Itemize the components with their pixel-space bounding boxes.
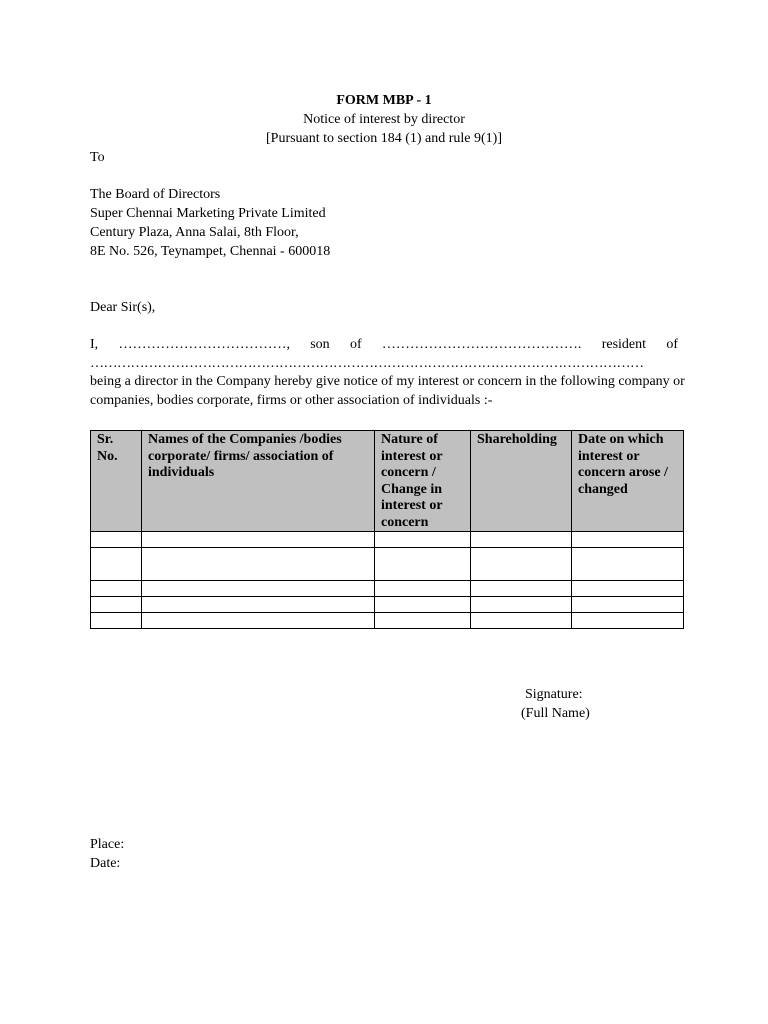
table-cell <box>375 548 471 581</box>
place-label: Place: <box>90 837 125 852</box>
addressee-to: To <box>90 150 105 165</box>
table-cell <box>91 581 142 597</box>
declaration-word: resident <box>601 337 647 352</box>
address-line-4: 8E No. 526, Teynampet, Chennai - 600018 <box>90 244 331 259</box>
address-line-2: Super Chennai Marketing Private Limited <box>90 206 326 221</box>
table-row <box>91 581 684 597</box>
col-shareholding: Shareholding <box>471 431 572 532</box>
table-cell <box>91 613 142 629</box>
table-row <box>91 548 684 581</box>
table-cell <box>471 532 572 548</box>
table-row <box>91 532 684 548</box>
address-line-1: The Board of Directors <box>90 187 221 202</box>
date-label: Date: <box>90 856 121 871</box>
declaration-text: being a director in the Company hereby give notice of my interest or concern in the following company or companies, bodies corporate, firms or other association of individuals :- <box>90 374 685 408</box>
declaration-word: of <box>349 337 362 352</box>
table-cell <box>142 548 375 581</box>
signature-label: Signature: <box>525 687 583 702</box>
col-date-arose: Date on which interest or concern arose / changed <box>572 431 684 532</box>
interest-table <box>90 430 684 629</box>
table-cell <box>471 597 572 613</box>
table-cell <box>471 548 572 581</box>
table-cell <box>91 597 142 613</box>
table-cell <box>375 532 471 548</box>
salutation: Dear Sir(s), <box>90 300 156 315</box>
col-company-names: Names of the Companies /bodies corporate/ firms/ association of individuals <box>142 431 375 532</box>
table-cell <box>471 581 572 597</box>
table-row <box>91 597 684 613</box>
col-sr-no: Sr. No. <box>91 431 142 532</box>
table-cell <box>91 548 142 581</box>
declaration-word: of <box>666 337 678 352</box>
table-cell <box>572 597 684 613</box>
table-cell <box>572 548 684 581</box>
address-blank: …………………………………………………………………………………………………………… <box>90 356 644 371</box>
table-cell <box>375 581 471 597</box>
table-cell <box>142 581 375 597</box>
table-cell <box>471 613 572 629</box>
declaration-word: I, <box>90 337 99 352</box>
table-cell <box>375 597 471 613</box>
table-cell <box>572 532 684 548</box>
table-header-row <box>91 431 684 532</box>
pursuant-note: [Pursuant to section 184 (1) and rule 9(1)] <box>266 131 502 146</box>
full-name-label: (Full Name) <box>521 706 590 721</box>
father-name-blank: ……………………………………. <box>381 337 582 352</box>
form-subtitle: Notice of interest by director <box>303 112 465 127</box>
address-line-3: Century Plaza, Anna Salai, 8th Floor, <box>90 225 299 240</box>
declaration-word: son <box>310 337 330 352</box>
col-nature-of-interest: Nature of interest or concern / Change in interest or concern <box>375 431 471 532</box>
table-cell <box>375 613 471 629</box>
table-cell <box>142 532 375 548</box>
form-number: FORM MBP - 1 <box>336 93 432 108</box>
name-blank: ………………………………, <box>118 337 290 352</box>
table-row <box>91 613 684 629</box>
declaration-line <box>90 336 678 355</box>
table-cell <box>142 597 375 613</box>
table-cell <box>91 532 142 548</box>
table-cell <box>142 613 375 629</box>
table-cell <box>572 581 684 597</box>
table-cell <box>572 613 684 629</box>
